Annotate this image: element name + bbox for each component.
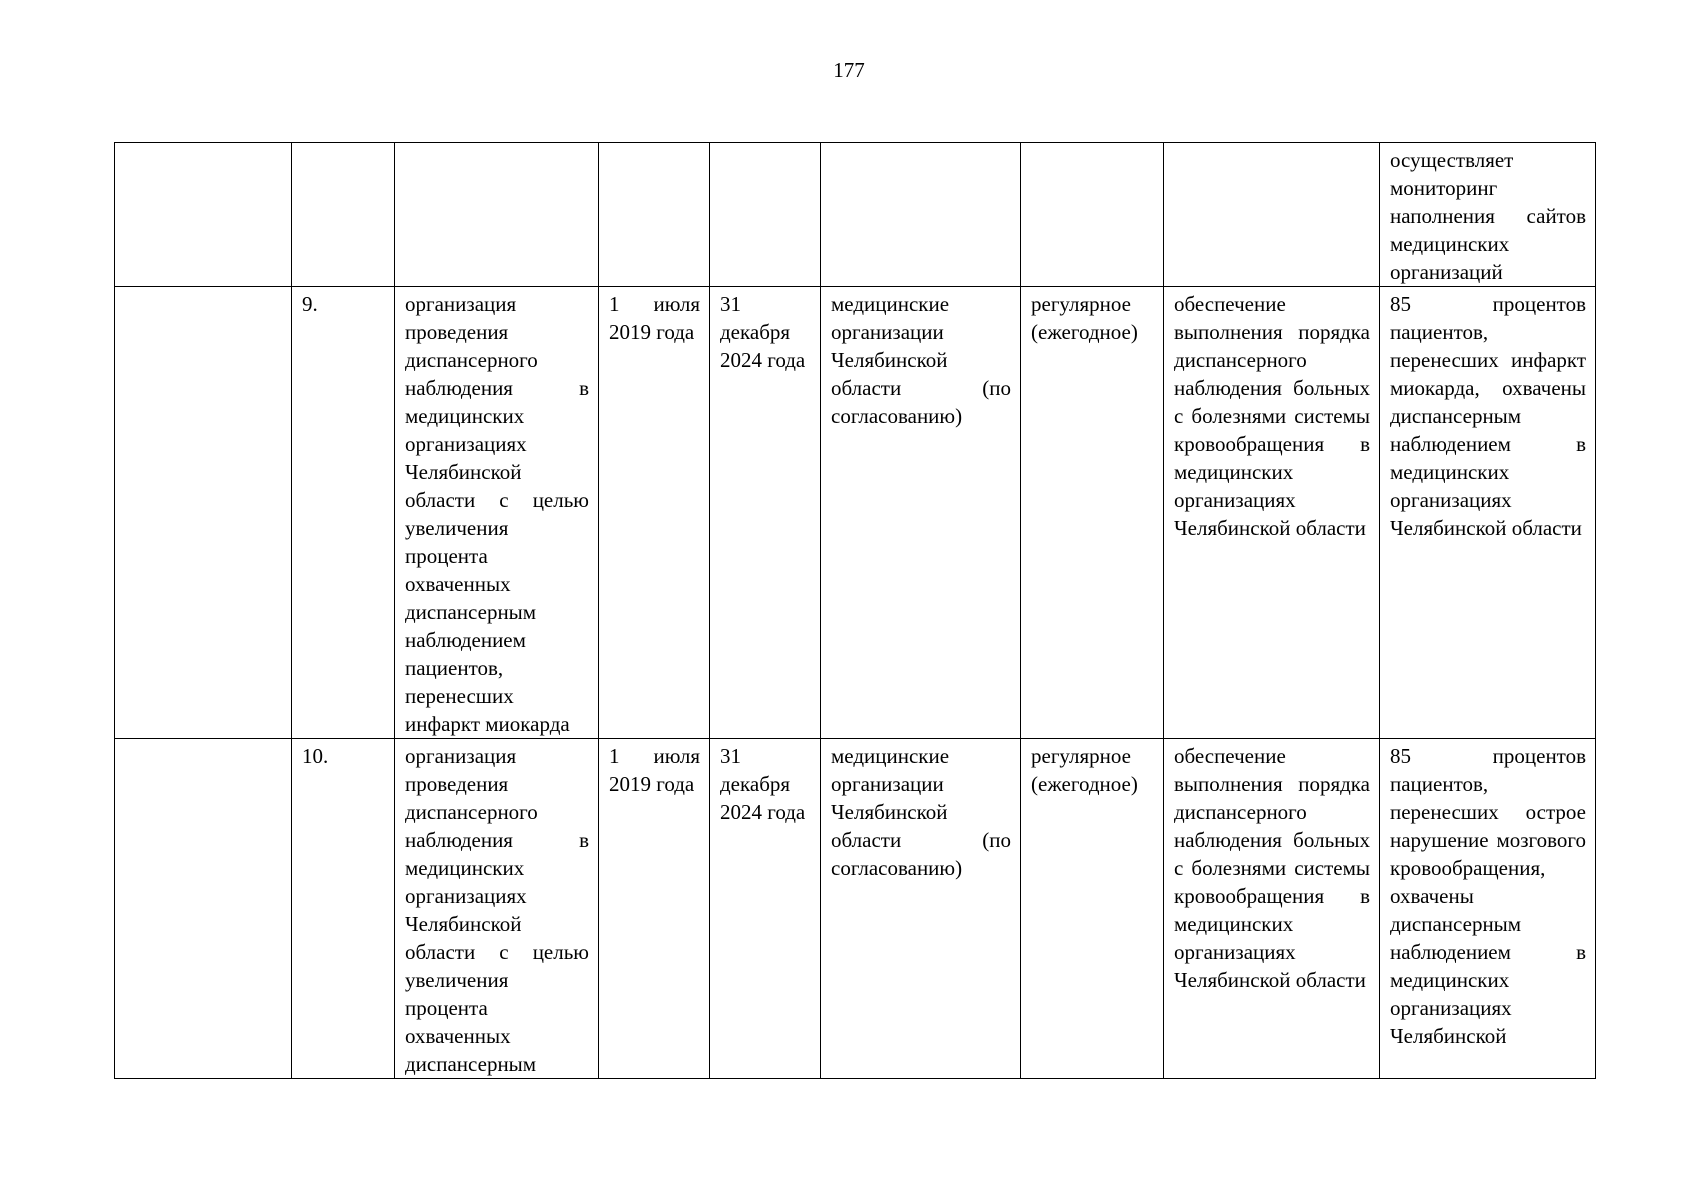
measures-table bbox=[114, 142, 1596, 1079]
activity-type: регулярное (ежегодное) bbox=[1021, 287, 1164, 739]
start-date: 1 июля 2019 года bbox=[599, 739, 710, 1079]
row-number: 10. bbox=[292, 739, 395, 1079]
table-cell-blank bbox=[115, 287, 292, 739]
indicator: 85 процентов пациентов, перенесших инфаркт миокарда, охвачены диспансерным наблюдением в медицинских организациях Челябинской области bbox=[1380, 287, 1596, 739]
activity-name: организация проведения диспансерного наблюдения в медицинских организациях Челябинской области с целью увеличения процента охваченных диспансерным bbox=[395, 739, 599, 1079]
page-number: 177 bbox=[833, 58, 865, 82]
executor: медицинские организации Челябинской области (по согласованию) bbox=[821, 739, 1021, 1079]
indicator: 85 процентов пациентов, перенесших острое нарушение мозгового кровообращения, охвачены диспансерным наблюдением в медицинских организациях Челябинской bbox=[1380, 739, 1596, 1079]
activity-type: регулярное (ежегодное) bbox=[1021, 739, 1164, 1079]
end-date: 31 декабря 2024 года bbox=[710, 739, 821, 1079]
activity-name bbox=[395, 143, 599, 287]
table-cell-blank bbox=[115, 143, 292, 287]
expected-result: обеспечение выполнения порядка диспансерного наблюдения больных с болезнями системы кровообращения в медицинских организациях Челябинской области bbox=[1164, 287, 1380, 739]
end-date bbox=[710, 143, 821, 287]
row-number bbox=[292, 143, 395, 287]
table-row bbox=[115, 287, 1596, 739]
activity-name: организация проведения диспансерного наблюдения в медицинских организациях Челябинской области с целью увеличения процента охваченных диспансерным наблюдением пациентов, перенесших инфаркт миокарда bbox=[395, 287, 599, 739]
indicator: осуществляет мониторинг наполнения сайтов медицинских организаций bbox=[1380, 143, 1596, 287]
expected-result: обеспечение выполнения порядка диспансерного наблюдения больных с болезнями системы кровообращения в медицинских организациях Челябинской области bbox=[1164, 739, 1380, 1079]
start-date bbox=[599, 143, 710, 287]
row-number: 9. bbox=[292, 287, 395, 739]
activity-type bbox=[1021, 143, 1164, 287]
table-row bbox=[115, 739, 1596, 1079]
table-row bbox=[115, 143, 1596, 287]
end-date: 31 декабря 2024 года bbox=[710, 287, 821, 739]
executor bbox=[821, 143, 1021, 287]
executor: медицинские организации Челябинской области (по согласованию) bbox=[821, 287, 1021, 739]
start-date: 1 июля 2019 года bbox=[599, 287, 710, 739]
expected-result bbox=[1164, 143, 1380, 287]
table-cell-blank bbox=[115, 739, 292, 1079]
